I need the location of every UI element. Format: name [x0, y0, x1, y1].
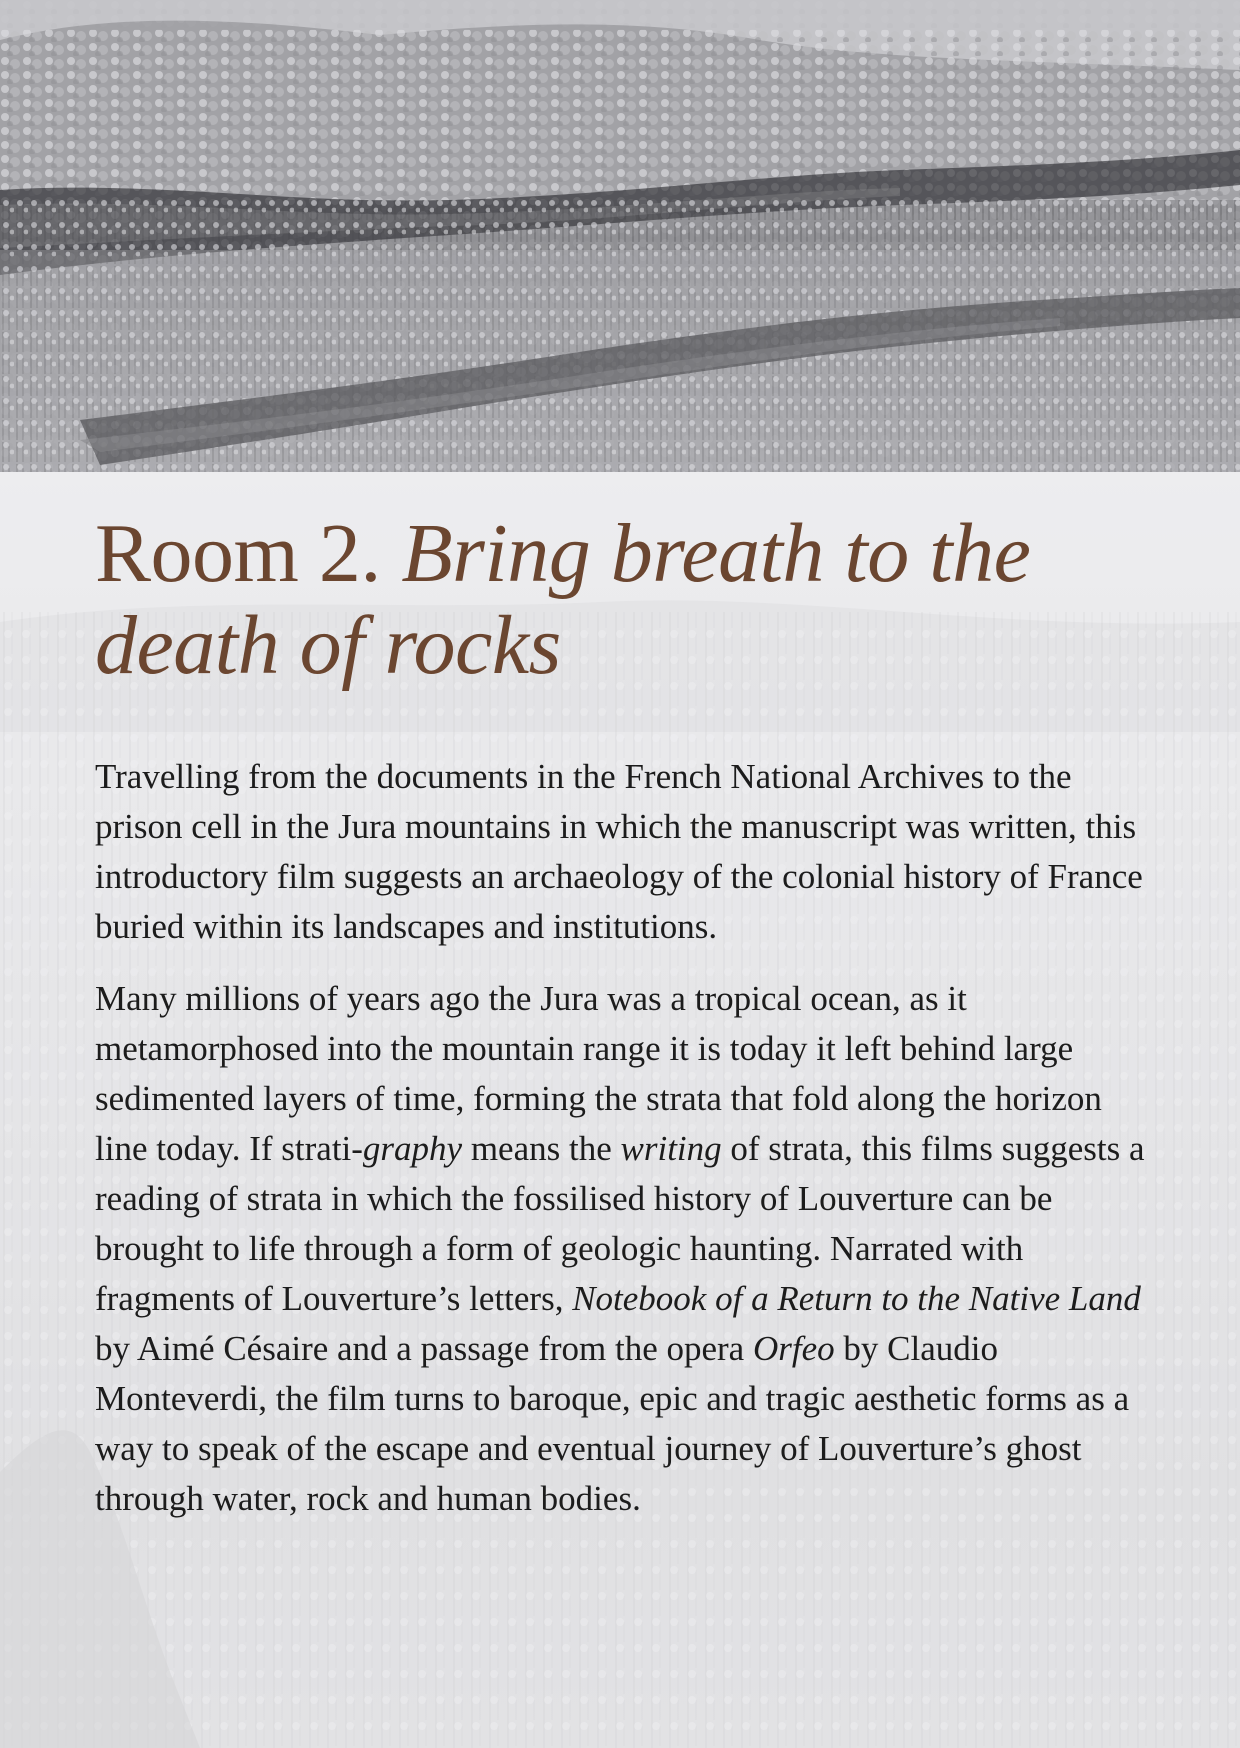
content-area — [95, 508, 1155, 1546]
paragraph-strata-part-4: by Aimé Césaire and a passage from the opera — [95, 1329, 753, 1368]
header-photo — [0, 0, 1240, 472]
paragraph-strata-part-3: of strata, this films suggests a reading of strata in which the fossilised history of Louverture can be brought to life through a form of geologic haunting. Narrated with fragments of Louverture’s letters, — [95, 1129, 1145, 1318]
page-title — [95, 508, 1155, 692]
paragraph-strata-part-2: means the — [462, 1129, 621, 1168]
emphasis-orfeo: Orfeo — [752, 1329, 835, 1368]
room-subtitle: Bring breath to the death of rocks — [95, 507, 1031, 692]
paragraph-strata-part-5: by Claudio Monteverdi, the film turns to baroque, epic and tragic aesthetic forms as a way to speak of the escape and eventual journey of Louverture’s ghost through water, rock and human bodies. — [95, 1329, 1130, 1518]
emphasis-writing: writing — [620, 1129, 722, 1168]
emphasis-graphy: graphy — [362, 1129, 463, 1168]
paragraph-strata — [95, 974, 1155, 1524]
room-label: Room 2. — [95, 507, 381, 600]
body-text — [95, 752, 1155, 1524]
paragraph-intro: Travelling from the documents in the French National Archives to the prison cell in the Jura mountains in which the manuscript was written, this introductory film suggests an archaeology of the colonial history of France buried within its landscapes and institutions. — [95, 757, 1143, 946]
paragraph-strata-part-1: Many millions of years ago the Jura was a tropical ocean, as it metamorphosed into the mountain range it is today it left behind large sedimented layers of time, forming the strata that fold along the horizon line today. If strati- — [95, 979, 1102, 1168]
emphasis-notebook-title: Notebook of a Return to the Native Land — [572, 1279, 1141, 1318]
snowy-forest-photo-graphic — [0, 0, 1240, 472]
